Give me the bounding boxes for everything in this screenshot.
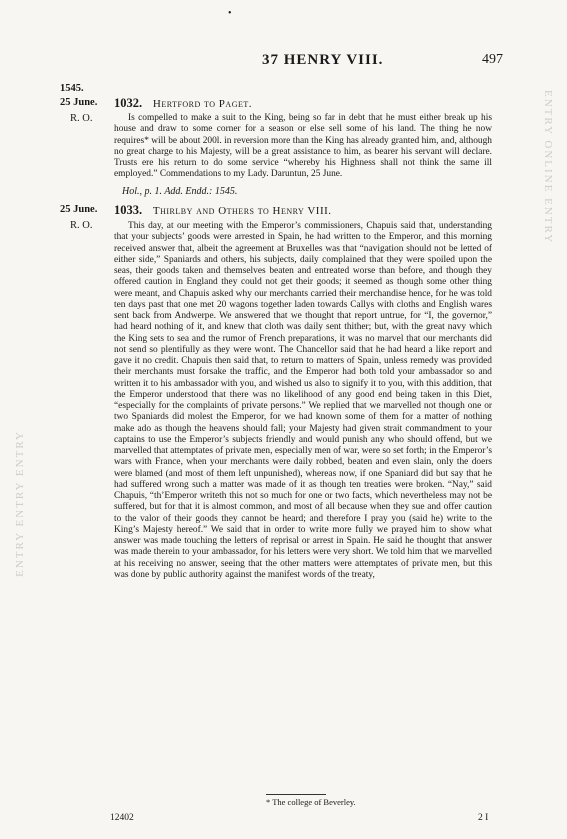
- page-number: 497: [482, 52, 503, 67]
- entry-source: R. O.: [70, 220, 93, 231]
- entry-title: Hertford to Paget.: [152, 98, 253, 110]
- entry-title: Thirlby and Others to Henry VIII.: [152, 205, 332, 217]
- entry-number: 1032.: [114, 96, 143, 110]
- watermark-right: ENTRY ONLINE ENTRY: [542, 90, 554, 245]
- top-dot: •: [228, 8, 232, 19]
- entry-date: 25 June.: [60, 97, 98, 108]
- entry-number: 1033.: [114, 203, 143, 217]
- entry-body: This day, at our meeting with the Emperor’s commissioners, Chapuis said that, understanding that your subjects’ goods were arrested in Spain, he had written to the Emperor, and this morning received answer that, albeit the agreement at Bruxelles was that “navigation should not be letted of either side,” Spaniards and others, his subjects, daily complained that they were spoiled upon the seas, their goods taken and themselves beaten and entreated worse than before, and though they offered caution in England they could not get their goods; it seemed as though some other thing were meant, and Chapuis asked why our merchants carried their merchandise hence, for he was told ten days past that one met 20 wagons together laden towards Callys with cloths and English wares sent back from Andwerpe. We answered that we thought that report untrue, for “I, the governor,” had heard nothing of it, and knew that cloth was daily sent thither; but, with the great navy which the King sets to sea and the rumor of French preparations, it was no marvel that our merchants did not send so plentifully as they were wont. The Chancellor said that he had heard a like report and gave it no credit. Chapuis then said that, to return to matters of Spain, unless remedy was provided their merchants must forsake the traffic, and the Emperor had both told your ambassador so and written it to his ambassador with you, and wished us also to signify it to you, with this addition, that the Emperor understood that there was no likelihood of any good end being taken in this Diet, “especially for the complaints of private persons.” We replied that we marvelled not though one or two Spaniards did molest the Emperor, for we had known some of them for a matter of nothing make ado as though the heavens should fall; your Majesty had given strait commandment to your captains to use the Emperor’s subjects friendly and would punish any who should offend, but we marvelled that attemptates of private men, especially men of war, were so set forth; in the Emperor’s wars with France, when your merchants were daily robbed, beaten and even slain, only the doers were blamed (and most of them left unpunished), whereas now, if one Spaniard did but say that he had suffered wrong such a matter was made of it as though ten treaties were broken. “Nay,” said Chapuis, “th’Emperor writeth this not so much for one or two facts, which nevertheless may not be suffered, but for that it is almost common, and most of all because when they sue and offer caution to the valor of their goods they cannot be heard; and therefore I pray you (said he) write to the King’s Majesty hereof.” We said that in order to write more fully we prayed him to show what answer was made touching the letters of reprisal or arrest in Spain. He said he thought that answer was made therein to your ambassador, for his letters were very short. We told him that we marvelled at his receiving no answer, seeing that the other matters were attemptates of private men, but this was done by public authority against the manifest words of the treaty,: [114, 221, 492, 580]
- entry-endorsement: Hol., p. 1. Add. Endd.: 1545.: [122, 186, 238, 197]
- entry-heading: [114, 203, 332, 218]
- entry-body: Is compelled to make a suit to the King, being so far in debt that he must either break up his house and draw to some corner for a season or else sell some of his land. The thing he now requires* will be about 200l. in reversion more than the King has already granted him, and, although no great charge to his Majesty, will be a great assistance to him, as bearer his servant will declare. Trusts ere his return to do some service “whereby his Highness shall not think the same ill employed.” Commendations to my Lady. Daruntun, 25 June.: [114, 113, 492, 180]
- entry-source: R. O.: [70, 113, 93, 124]
- watermark-left: ENTRY ENTRY ENTRY: [14, 430, 26, 577]
- sheet-mark: 2 I: [478, 813, 489, 823]
- entry-heading: [114, 96, 252, 111]
- entry-date: 25 June.: [60, 204, 98, 215]
- running-head: [0, 52, 567, 68]
- signature-mark: 12402: [110, 813, 134, 823]
- running-head-title: 37 HENRY VIII.: [262, 52, 384, 68]
- footnote: * The college of Beverley.: [266, 797, 356, 807]
- entry-year: 1545.: [60, 83, 84, 94]
- footnote-rule: [266, 794, 326, 795]
